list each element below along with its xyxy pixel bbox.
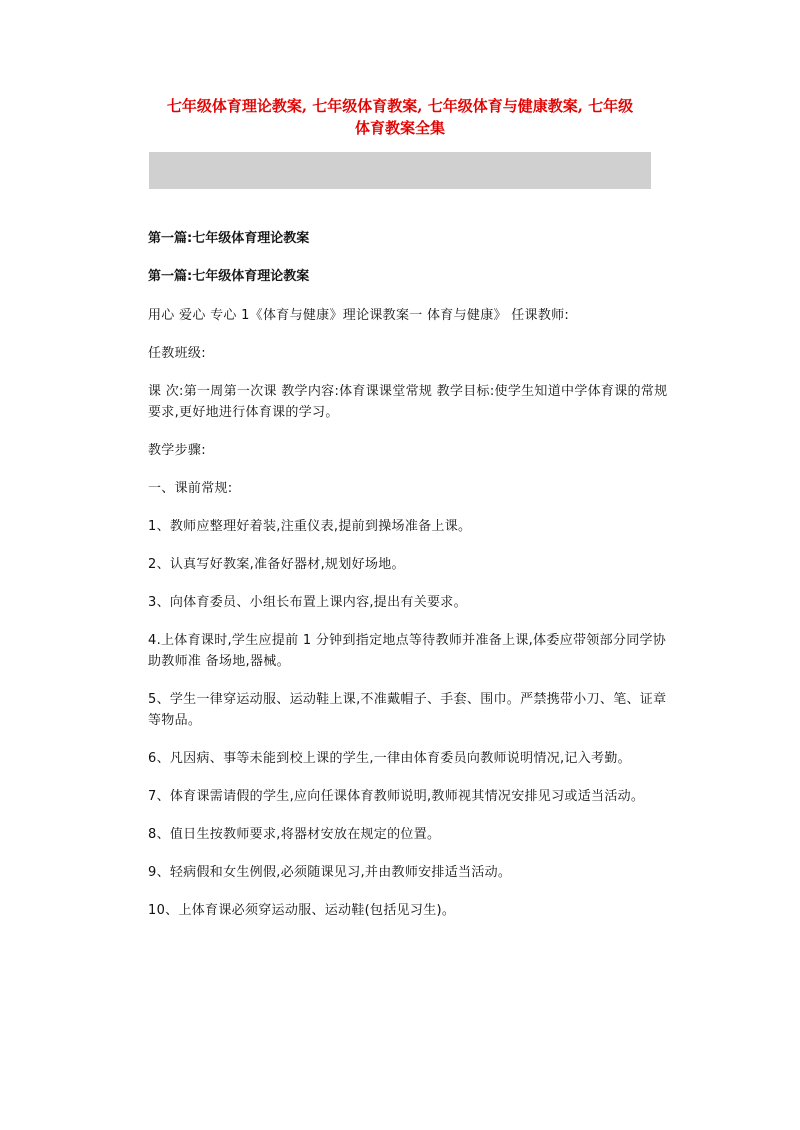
paragraph: 2、认真写好教案,准备好器材,规划好场地。 — [148, 557, 405, 572]
paragraph: 一、课前常规: — [148, 481, 233, 496]
paragraph: 8、值日生按教师要求,将器材安放在规定的位置。 — [148, 827, 441, 842]
paragraph: 7、体育课需请假的学生,应向任课体育教师说明,教师视其情况安排见习或适当活动。 — [148, 789, 645, 804]
paragraph: 任教班级: — [148, 346, 206, 361]
paragraph: 4.上体育课时,学生应提前 1 分钟到指定地点等待教师并准备上课,体委应带领部分同学协助教师准 备场地,器械。 — [148, 633, 667, 669]
paragraph: 1、教师应整理好着装,注重仪表,提前到操场准备上课。 — [148, 519, 472, 534]
section-heading: 第一篇:七年级体育理论教案 — [148, 269, 310, 284]
paragraph: 10、上体育课必须穿运动服、运动鞋(包括见习生)。 — [148, 903, 456, 918]
gray-banner — [149, 152, 651, 189]
paragraph: 3、向体育委员、小组长布置上课内容,提出有关要求。 — [148, 595, 467, 610]
document-title-line1: 七年级体育理论教案, 七年级体育教案, 七年级体育与健康教案, 七年级 — [166, 97, 634, 115]
paragraph: 教学步骤: — [148, 443, 206, 458]
paragraph: 6、凡因病、事等未能到校上课的学生,一律由体育委员向教师说明情况,记入考勤。 — [148, 751, 631, 766]
paragraph: 课 次:第一周第一次课 教学内容:体育课课堂常规 教学目标:使学生知道中学体育课的常规要求,更好地进行体育课的学习。 — [148, 384, 668, 420]
document-body — [148, 229, 668, 938]
paragraph: 用心 爱心 专心 1《体育与健康》理论课教案一 体育与健康》 任课教师: — [148, 308, 570, 323]
paragraph: 5、学生一律穿运动服、运动鞋上课,不准戴帽子、手套、围巾。严禁携带小刀、笔、证章等物品。 — [148, 692, 667, 728]
paragraph: 9、轻病假和女生例假,必须随课见习,并由教师安排适当活动。 — [148, 865, 512, 880]
document-title-line2: 体育教案全集 — [354, 119, 445, 137]
section-heading: 第一篇:七年级体育理论教案 — [148, 231, 310, 246]
document-title — [140, 95, 660, 139]
